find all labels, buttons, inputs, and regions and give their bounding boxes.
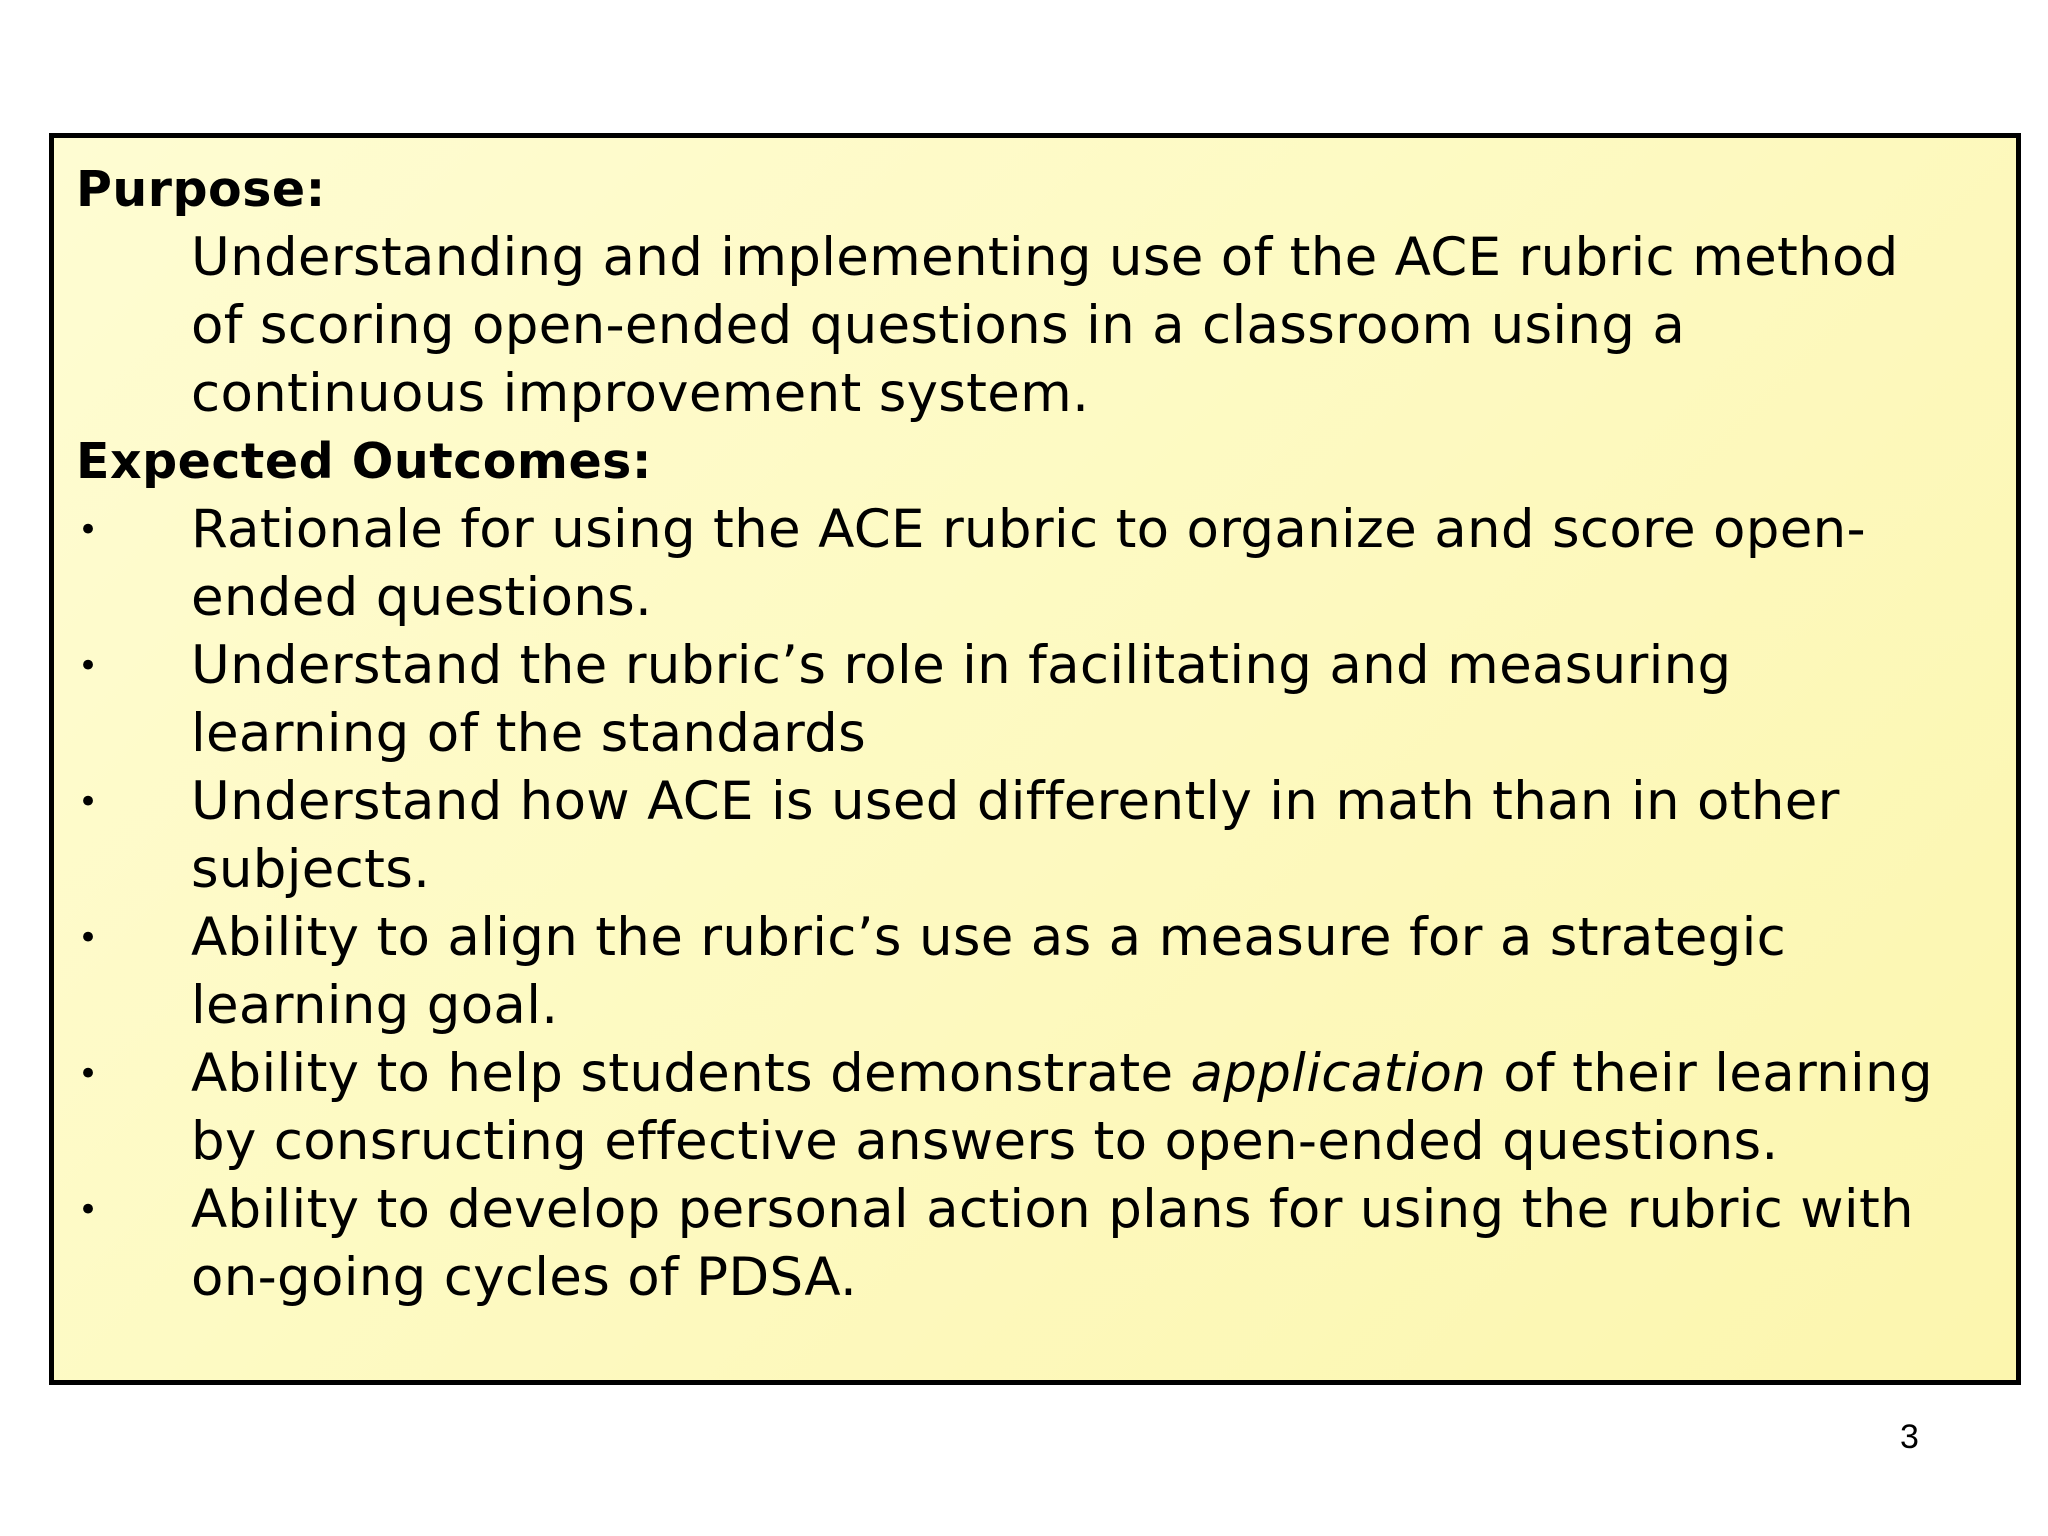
outcome-text: Ability to align the rubric’s use as a measure for a strategic learning goal. xyxy=(191,907,1787,1036)
bullet-icon: • xyxy=(78,782,99,822)
bullet-icon: • xyxy=(78,646,99,686)
outcome-text xyxy=(191,1040,1956,1176)
purpose-heading: Purpose: xyxy=(76,161,326,218)
outcomes-list xyxy=(76,496,1956,1312)
bullet-icon: • xyxy=(78,918,99,958)
outcome-text: Understand how ACE is used differently in math than in other subjects. xyxy=(191,771,1840,900)
outcomes-heading: Expected Outcomes: xyxy=(76,433,652,490)
bullet-icon: • xyxy=(78,1190,99,1230)
bullet-icon: • xyxy=(78,1054,99,1094)
outcome-text-before: Ability to help students demonstrate xyxy=(191,1043,1191,1104)
outcome-text-emphasis: application xyxy=(1190,1043,1487,1104)
outcome-item xyxy=(76,1040,1956,1176)
purpose-text: Understanding and implementing use of the ACE rubric method of scoring open-ended questions in a classroom using a continuous improvement system. xyxy=(191,227,1899,424)
outcome-text: Rationale for using the ACE rubric to organize and score open-ended questions. xyxy=(191,499,1866,628)
bullet-icon: • xyxy=(78,510,99,550)
outcome-text-after: of their learning by consructing effective answers to open-ended questions. xyxy=(191,1043,1933,1172)
page-number: 3 xyxy=(1900,1418,1919,1456)
outcome-item xyxy=(76,904,1956,1040)
outcome-item xyxy=(76,632,1956,768)
outcome-item xyxy=(76,496,1956,632)
outcome-text: Understand the rubric’s role in facilitating and measuring learning of the standards xyxy=(191,635,1732,764)
content-panel xyxy=(49,133,2021,1385)
outcome-item xyxy=(76,1176,1956,1312)
outcome-item xyxy=(76,768,1956,904)
outcome-text: Ability to develop personal action plans for using the rubric with on-going cycles of PDSA. xyxy=(191,1179,1914,1308)
